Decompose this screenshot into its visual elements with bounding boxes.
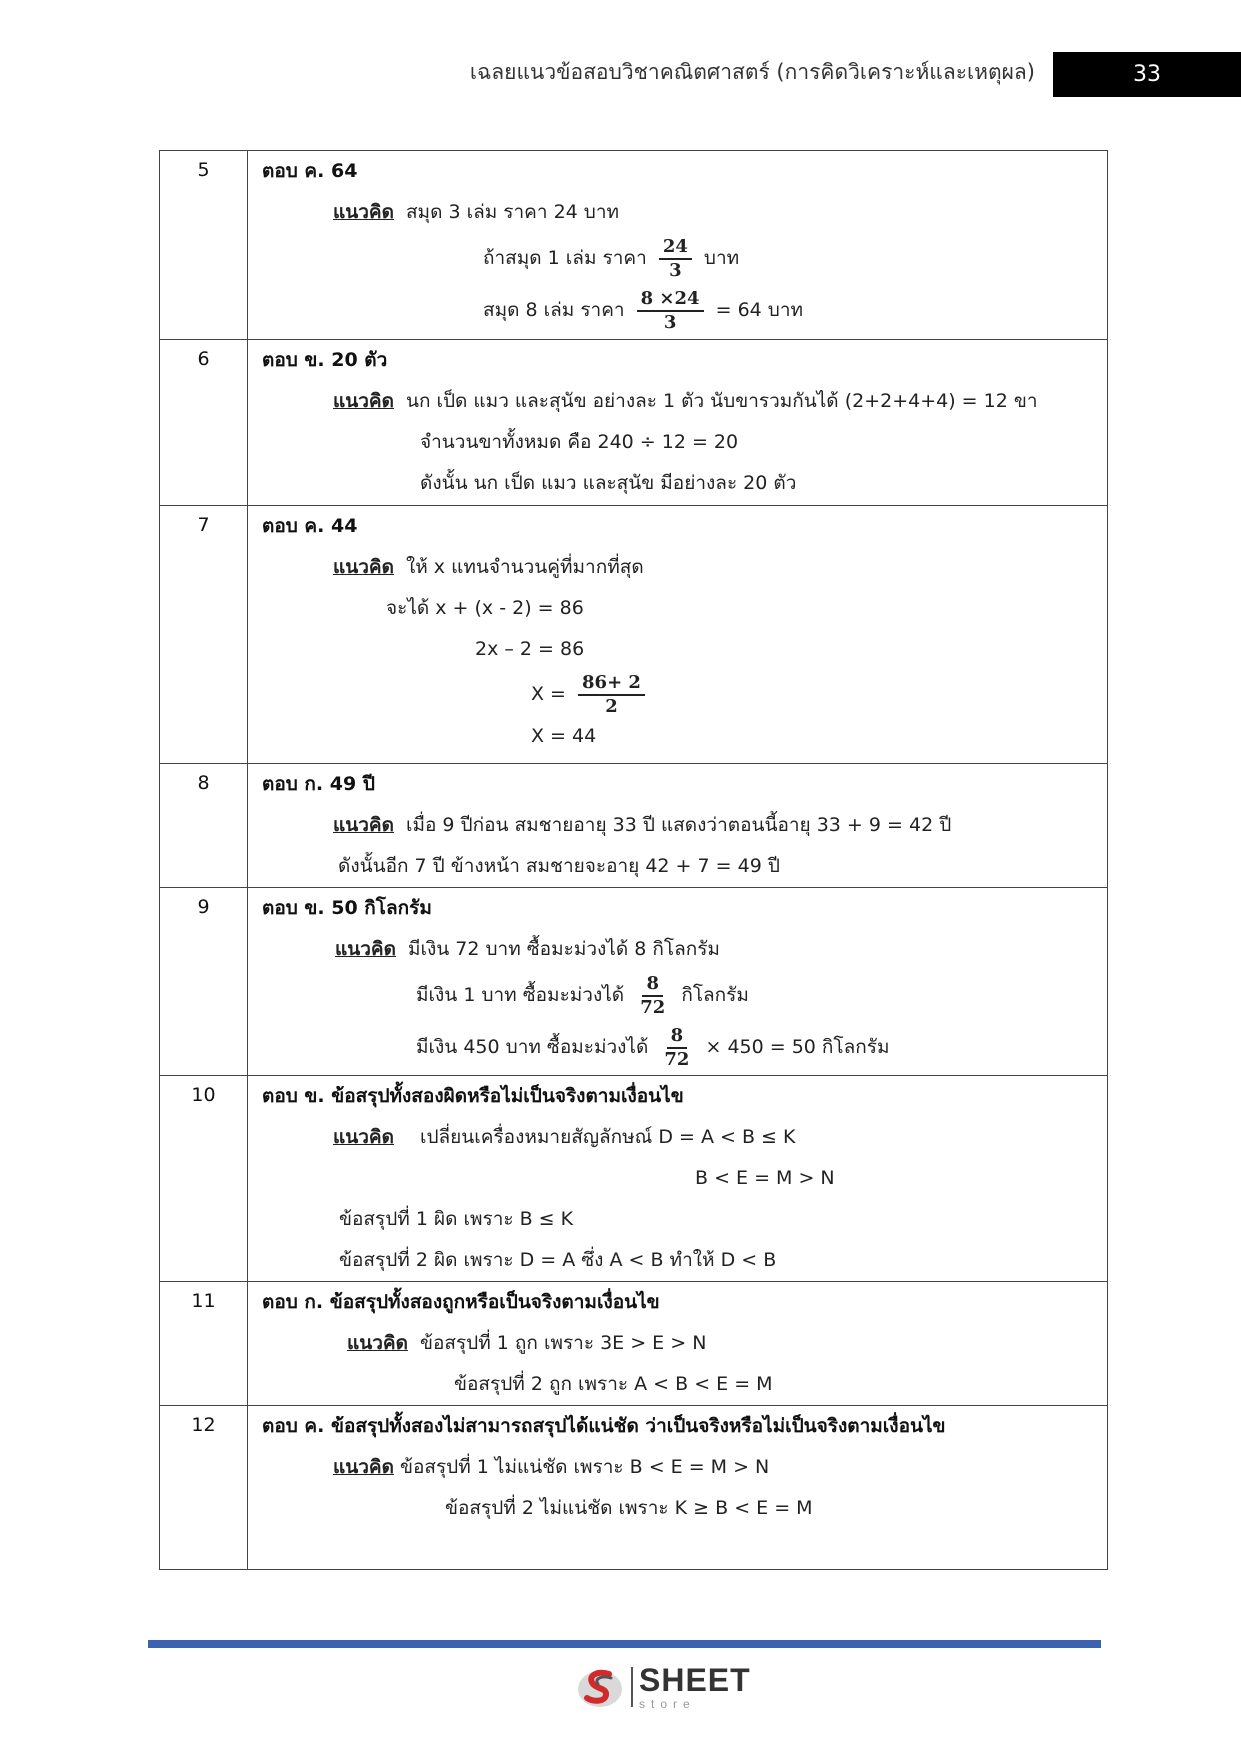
answer-text: ตอบ ข. 20 ตัว [262, 349, 388, 371]
answer-text: ตอบ ข. 50 กิโลกรัม [262, 897, 432, 919]
concept-label: แนวคิด [333, 201, 394, 223]
fraction [636, 973, 669, 1019]
question-number: 10 [160, 1076, 248, 1281]
table-row [160, 151, 1107, 339]
answer-cell [248, 506, 1107, 763]
working-text: มีเงิน 450 บาท ซื้อมะม่วงได้ [416, 1036, 649, 1058]
fraction-numerator: 86+ 2 [578, 672, 645, 696]
concept-text: ให้ x แทนจำนวนคู่ที่มากที่สุด [405, 556, 644, 578]
page-number: 33 [1053, 52, 1241, 97]
concept-text: ข้อสรุปที่ 1 ถูก เพราะ 3E > E > N [419, 1332, 707, 1354]
working-line: ดังนั้นอีก 7 ปี ข้างหน้า สมชายจะอายุ 42 + 7 = 49 ปี [338, 855, 780, 877]
working-line: X = 44 [531, 725, 597, 747]
concept-line [333, 389, 1038, 413]
concept-label: แนวคิด [333, 556, 394, 578]
working-text: มีเงิน 1 บาท ซื้อมะม่วงได้ [416, 984, 625, 1006]
concept-label: แนวคิด [333, 1126, 394, 1148]
concept-line [333, 813, 951, 837]
question-number: 11 [160, 1282, 248, 1405]
answer-cell [248, 764, 1107, 887]
working-line: จะได้ x + (x - 2) = 86 [386, 597, 584, 619]
table-row [160, 339, 1107, 505]
question-number: 12 [160, 1406, 248, 1569]
concept-line [333, 1455, 769, 1479]
working-line: ข้อสรุปที่ 2 ผิด เพราะ D = A ซึ่ง A < B ทำให้ D < B [339, 1249, 777, 1271]
question-number: 5 [160, 151, 248, 339]
answer-text: ตอบ ค. 64 [262, 160, 358, 182]
sheet-s-logo-icon [575, 1662, 625, 1712]
concept-label: แนวคิด [335, 938, 396, 960]
logo-separator [631, 1667, 633, 1707]
working-text: บาท [703, 247, 740, 269]
fraction-numerator: 8 [642, 973, 663, 997]
working-line [483, 285, 803, 335]
working-line: ข้อสรุปที่ 2 ถูก เพราะ A < B < E = M [454, 1373, 773, 1395]
working-text: × 450 = 50 กิโลกรัม [705, 1036, 890, 1058]
question-number: 9 [160, 888, 248, 1075]
answer-text: ตอบ ค. ข้อสรุปทั้งสองไม่สามารถสรุปได้แน่ชัด ว่าเป็นจริงหรือไม่เป็นจริงตามเงื่อนไข [262, 1415, 946, 1437]
fraction [578, 672, 645, 718]
concept-line [347, 1331, 706, 1355]
logo-word: SHEET [639, 1662, 751, 1698]
fraction [660, 1025, 693, 1071]
working-line: ข้อสรุปที่ 2 ไม่แน่ชัด เพราะ K ≥ B < E = M [445, 1497, 813, 1519]
concept-label: แนวคิด [333, 1456, 394, 1478]
answer-cell [248, 151, 1107, 339]
working-line: จำนวนขาทั้งหมด คือ 240 ÷ 12 = 20 [420, 431, 739, 453]
working-line: ดังนั้น นก เป็ด แมว และสุนัข มีอย่างละ 20 ตัว [420, 472, 797, 494]
concept-line [333, 200, 619, 224]
table-row [160, 505, 1107, 763]
concept-text: ข้อสรุปที่ 1 ไม่แน่ชัด เพราะ B < E = M > N [399, 1456, 770, 1478]
working-text: สมุด 8 เล่ม ราคา [483, 299, 625, 321]
question-number: 8 [160, 764, 248, 887]
concept-text: เปลี่ยนเครื่องหมายสัญลักษณ์ D = A < B ≤ K [419, 1126, 796, 1148]
fraction [659, 236, 692, 282]
table-row [160, 763, 1107, 887]
working-line: ข้อสรุปที่ 1 ผิด เพราะ B ≤ K [339, 1208, 574, 1230]
answer-text: ตอบ ก. 49 ปี [262, 773, 375, 795]
working-text: กิโลกรัม [681, 984, 749, 1006]
answer-cell [248, 1282, 1107, 1405]
table-row [160, 1075, 1107, 1281]
concept-text: เมื่อ 9 ปีก่อน สมชายอายุ 33 ปี แสดงว่าตอนนี้อายุ 33 + 9 = 42 ปี [405, 814, 952, 836]
question-number: 7 [160, 506, 248, 763]
working-text: = 64 บาท [715, 299, 804, 321]
answer-cell [248, 340, 1107, 505]
answer-table [159, 150, 1108, 1570]
concept-line [335, 937, 720, 961]
fraction-denominator: 72 [664, 1048, 690, 1070]
document-header-title: เฉลยแนวข้อสอบวิชาคณิตศาสตร์ (การคิดวิเคราะห์และเหตุผล) [469, 60, 1035, 84]
concept-text: มีเงิน 72 บาท ซื้อมะม่วงได้ 8 กิโลกรัม [407, 938, 720, 960]
concept-text: นก เป็ด แมว และสุนัข อย่างละ 1 ตัว นับขารวมกันได้ (2+2+4+4) = 12 ขา [405, 390, 1038, 412]
fraction-denominator: 72 [640, 996, 666, 1018]
logo-text [639, 1664, 751, 1710]
answer-cell [248, 1076, 1107, 1281]
concept-line [333, 555, 644, 579]
working-line [416, 1022, 890, 1072]
fraction-numerator: 8 [667, 1025, 688, 1049]
table-row [160, 887, 1107, 1075]
answer-text: ตอบ ก. ข้อสรุปทั้งสองถูกหรือเป็นจริงตามเงื่อนไข [262, 1291, 660, 1313]
concept-label: แนวคิด [333, 390, 394, 412]
working-line [531, 669, 651, 719]
concept-label: แนวคิด [333, 814, 394, 836]
concept-text: สมุด 3 เล่ม ราคา 24 บาท [405, 201, 620, 223]
fraction [637, 288, 704, 334]
working-text: X = [531, 683, 566, 705]
footer-divider-bar [148, 1640, 1101, 1648]
concept-label: แนวคิด [347, 1332, 408, 1354]
fraction-denominator: 3 [663, 311, 677, 333]
working-text: ถ้าสมุด 1 เล่ม ราคา [483, 247, 647, 269]
working-line: B < E = M > N [695, 1167, 835, 1189]
fraction-denominator: 3 [669, 259, 682, 281]
logo-subtext: store [639, 1697, 696, 1711]
working-line: 2x – 2 = 86 [475, 638, 585, 660]
table-row [160, 1281, 1107, 1405]
answer-cell [248, 888, 1107, 1075]
answer-text: ตอบ ค. 44 [262, 515, 358, 537]
working-line [483, 233, 739, 283]
concept-line [333, 1125, 795, 1149]
fraction-denominator: 2 [605, 695, 618, 717]
working-line [416, 970, 749, 1020]
table-row [160, 1405, 1107, 1569]
question-number: 6 [160, 340, 248, 505]
answer-cell [248, 1406, 1107, 1569]
fraction-numerator: 24 [659, 236, 692, 260]
answer-text: ตอบ ข. ข้อสรุปทั้งสองผิดหรือไม่เป็นจริงตามเงื่อนไข [262, 1085, 684, 1107]
sheet-store-logo [575, 1662, 751, 1712]
fraction-numerator: 8 ×24 [637, 288, 704, 312]
